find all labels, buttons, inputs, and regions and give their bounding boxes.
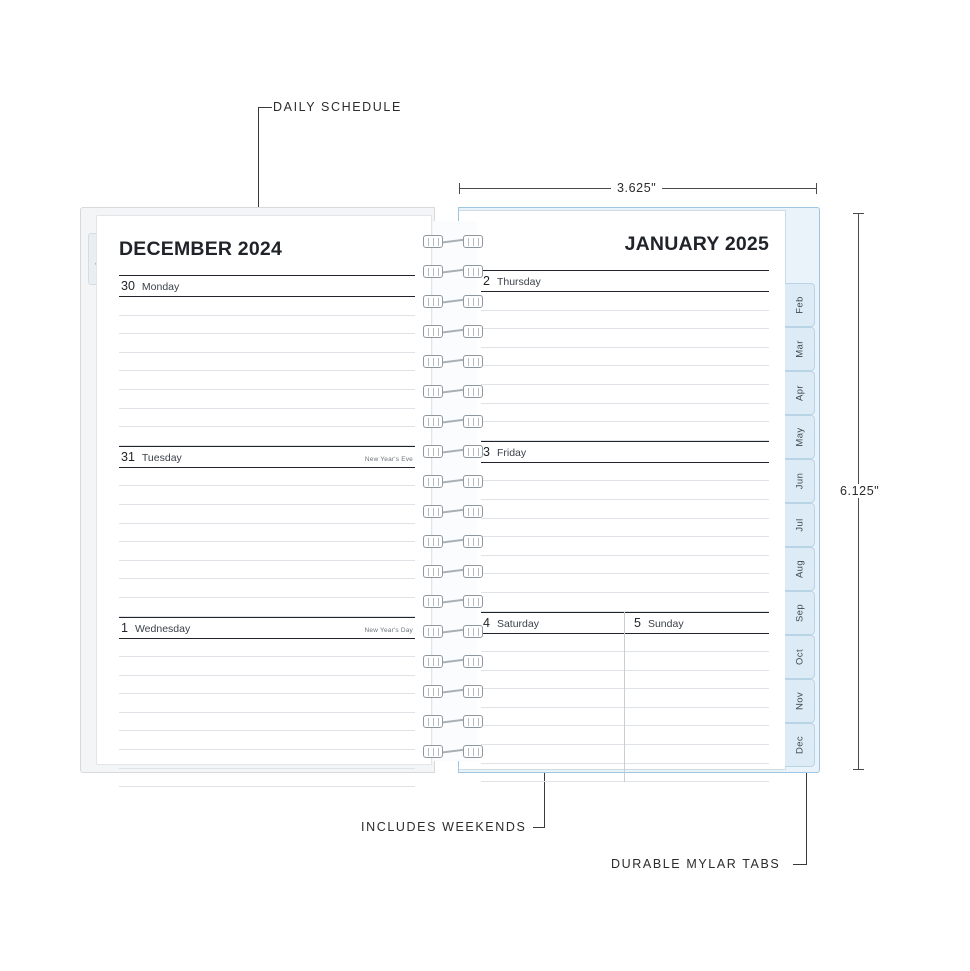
day-name: Saturday [496,617,539,630]
spiral-coil [423,715,487,728]
tab-label: Feb [794,296,805,314]
callout-daily-schedule-leader-h [258,107,272,108]
day-number: 3 [483,444,490,459]
day-name: Wednesday [134,622,191,635]
spiral-coil [423,265,487,278]
spiral-coil [423,505,487,518]
tab-label: Nov [794,691,805,711]
day-rules [481,463,769,612]
day-rules [625,634,769,783]
right-page-content [459,211,785,769]
dimension-width-cap-right [816,183,817,194]
tab-nov[interactable] [785,679,815,723]
day-block-30 [119,275,415,446]
tab-apr[interactable] [785,371,815,415]
tab-label: Jul [794,518,805,532]
spiral-coil [423,625,487,638]
mylar-tabs [785,221,821,761]
day-header-31 [119,446,415,468]
day-header-30 [119,275,415,297]
left-month-title: DECEMBER 2024 [119,238,282,260]
day-holiday: New Year's Day [364,626,413,634]
dimension-height-cap-top [853,213,864,214]
spiral-coil [423,745,487,758]
spiral-coil [423,595,487,608]
dimension-height-text: 6.125" [834,484,885,498]
callout-durable-mylar-tabs-label: DURABLE MYLAR TABS [611,857,781,871]
tab-sep[interactable] [785,591,815,635]
day-name: Tuesday [141,451,182,464]
spiral-coil [423,535,487,548]
tab-label: Dec [794,735,805,755]
left-page-content [97,216,431,764]
tab-label: Aug [794,559,805,579]
day-rules [481,634,624,783]
tab-mar[interactable] [785,327,815,371]
day-name: Friday [496,446,527,459]
spiral-coil [423,685,487,698]
day-number: 31 [121,449,135,464]
spiral-coil [423,325,487,338]
tab-label: Mar [794,340,805,358]
spiral-coil [423,565,487,578]
day-name: Sunday [647,617,684,630]
callout-includes-weekends-leader-h [533,827,545,828]
day-block-1 [119,617,415,788]
dimension-width-cap-left [459,183,460,194]
tab-jun[interactable] [785,459,815,503]
spiral-binding [420,221,492,761]
tab-may[interactable] [785,415,815,459]
spiral-coil [423,475,487,488]
day-rules [119,468,415,617]
day-block-5 [625,612,769,783]
tab-feb[interactable] [785,283,815,327]
tab-jul[interactable] [785,503,815,547]
right-page [459,210,786,770]
day-number: 2 [483,274,490,288]
spiral-coil [423,655,487,668]
day-header-2 [481,270,769,292]
day-header-5 [625,612,769,634]
spiral-coil [423,415,487,428]
spiral-coil [423,235,487,248]
day-block-3 [481,441,769,612]
spiral-coil [423,445,487,458]
tab-aug[interactable] [785,547,815,591]
callout-includes-weekends-label: INCLUDES WEEKENDS [361,820,527,834]
day-header-3 [481,441,769,463]
spiral-coil [423,385,487,398]
day-name: Monday [141,281,180,293]
day-header-1 [119,617,415,639]
callout-durable-mylar-tabs-leader-h [793,864,807,865]
left-page [96,215,432,765]
tab-label: Sep [794,603,805,623]
day-block-31 [119,446,415,617]
right-month-title: JANUARY 2025 [624,233,769,255]
day-number: 1 [121,620,128,635]
dimension-height-cap-bottom [853,769,864,770]
weekend-block [481,612,769,783]
spiral-coil [423,355,487,368]
day-name: Thursday [496,276,541,288]
tab-label: Jun [794,472,805,490]
day-block-2 [481,270,769,441]
day-holiday: New Year's Eve [364,455,413,463]
day-rules [481,292,769,441]
day-number: 4 [483,615,490,630]
tab-dec[interactable] [785,723,815,767]
day-header-4 [481,612,624,634]
day-number: 30 [121,279,135,293]
tab-label: Apr [794,385,805,401]
tab-oct[interactable] [785,635,815,679]
tab-label: Oct [794,649,805,665]
day-block-4 [481,612,625,783]
planner-book [80,207,820,773]
spiral-coil [423,295,487,308]
day-rules [119,639,415,788]
callout-daily-schedule-label: DAILY SCHEDULE [273,100,402,114]
day-rules [119,297,415,446]
dimension-width-text: 3.625" [611,181,662,195]
tab-label: May [794,427,805,447]
day-number: 5 [634,615,641,630]
